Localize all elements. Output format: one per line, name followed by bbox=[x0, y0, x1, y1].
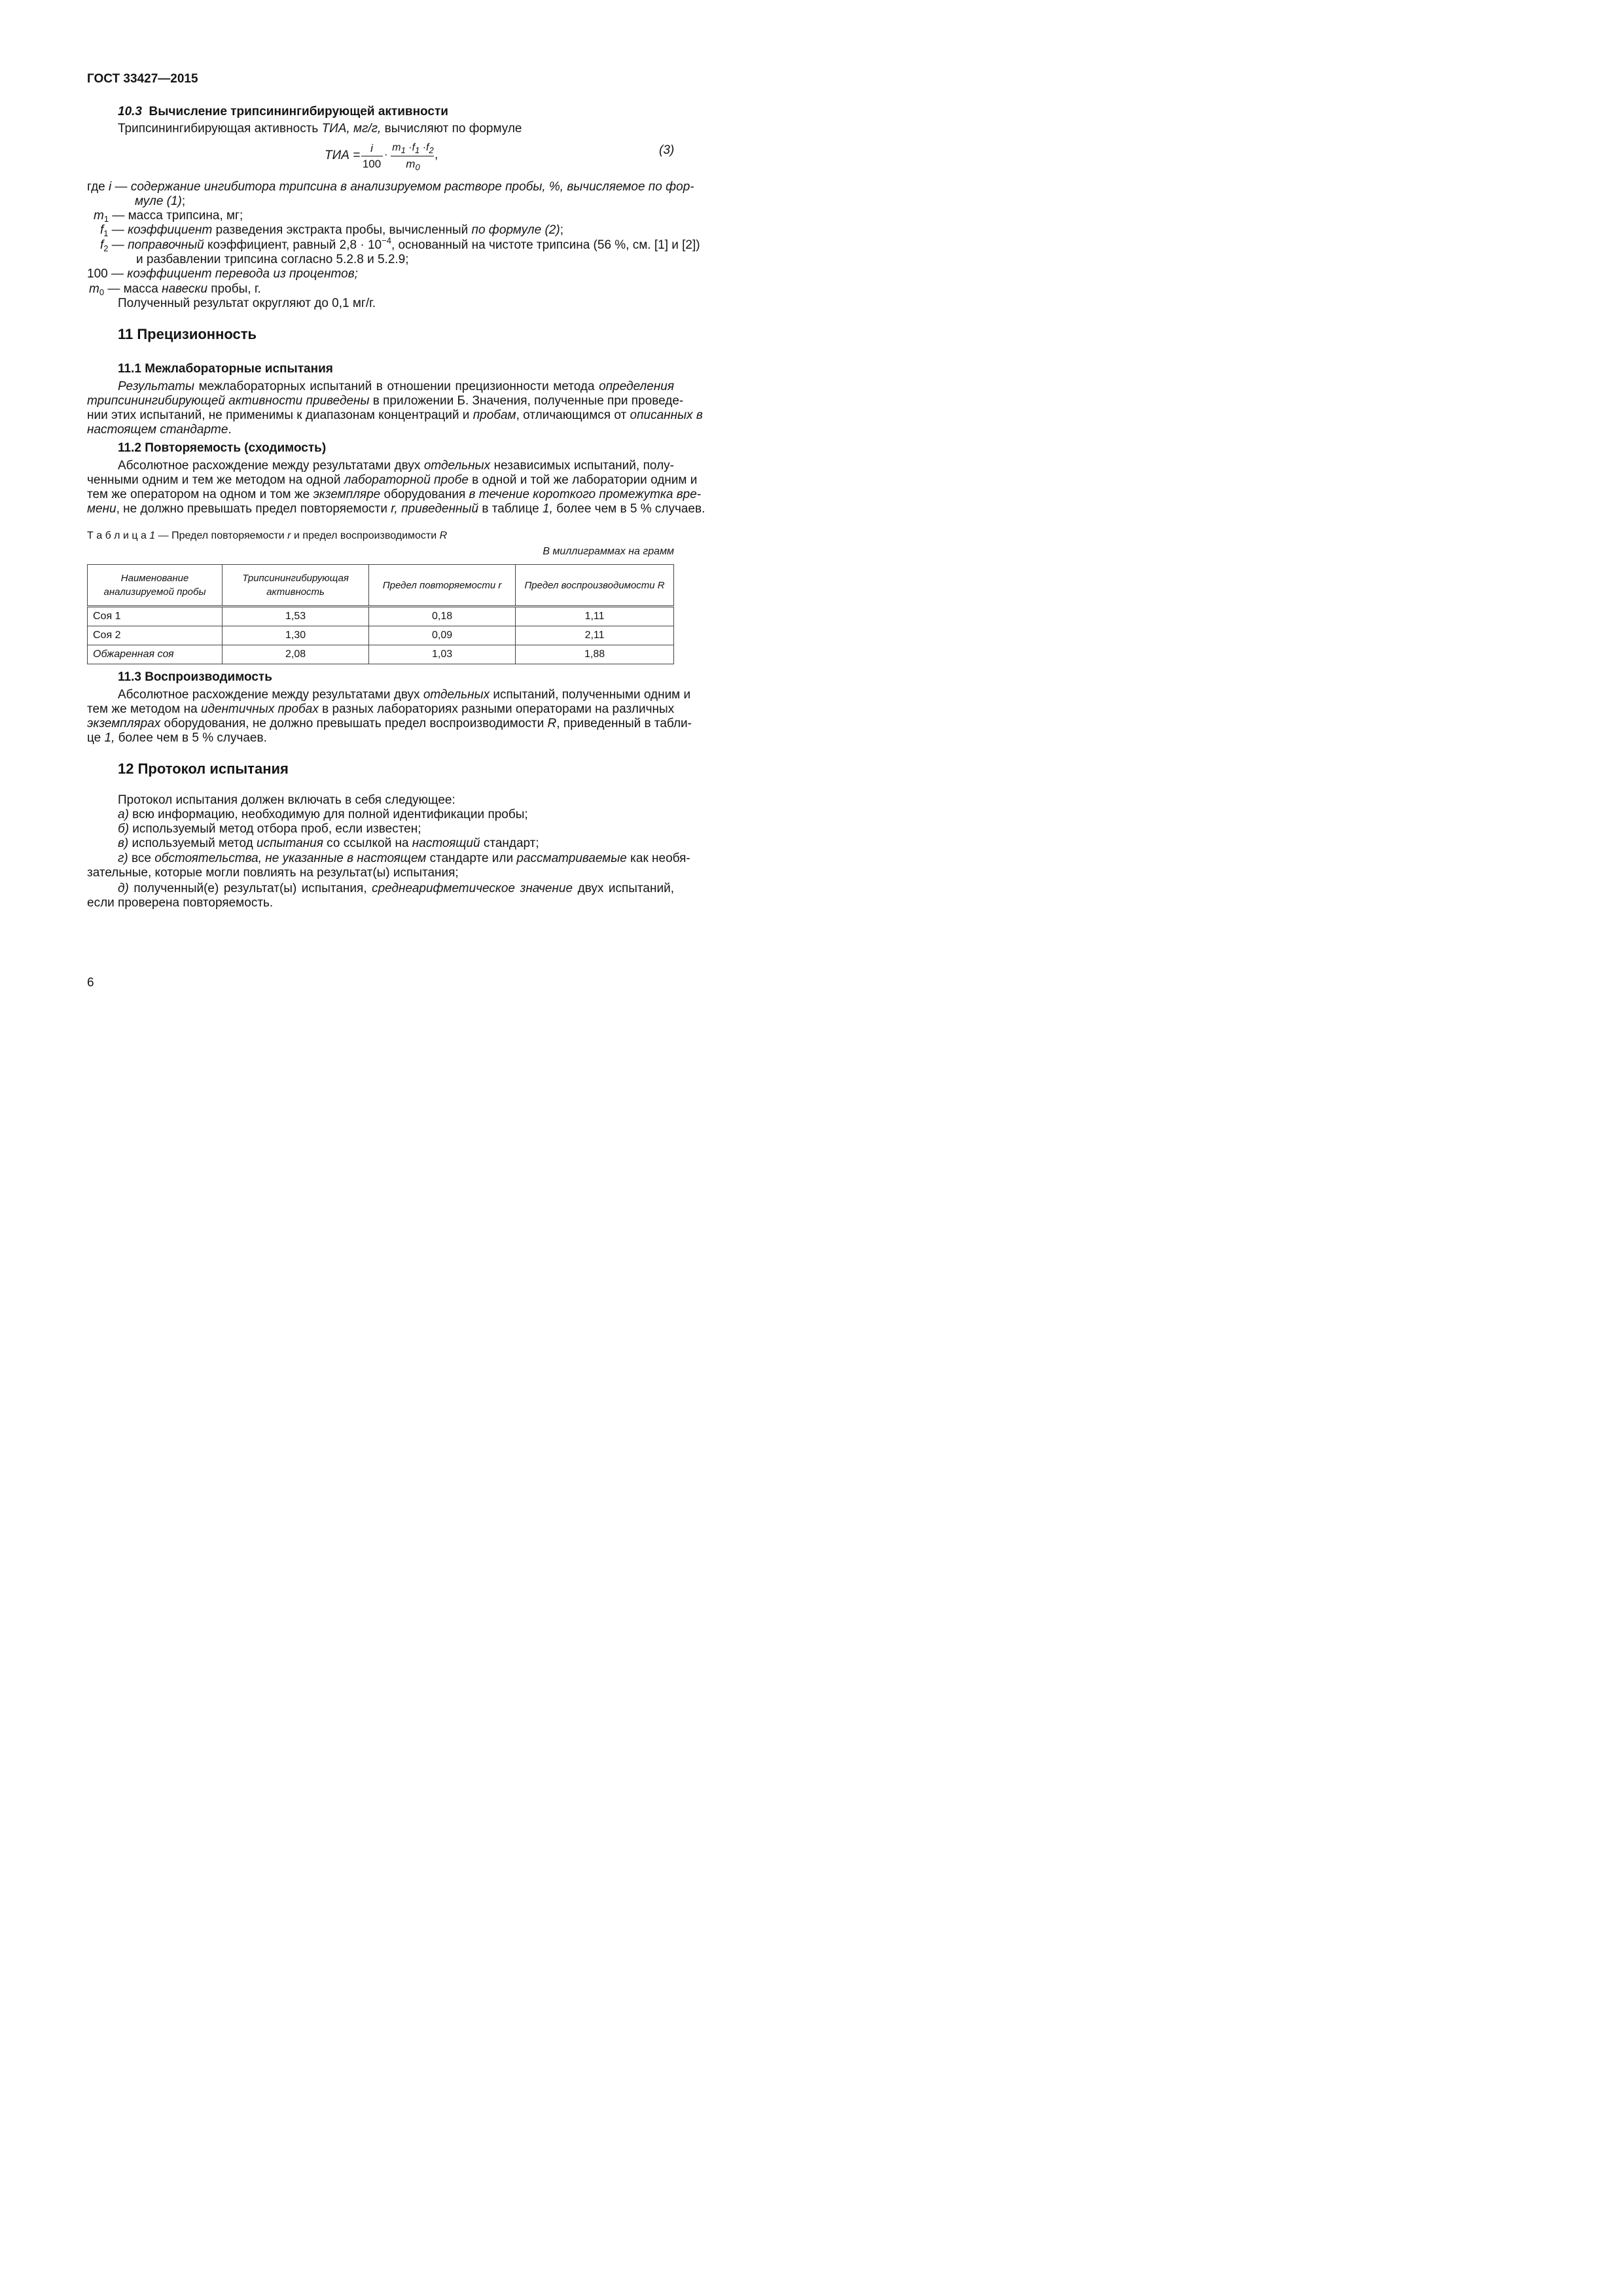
text: поправочный bbox=[128, 238, 204, 252]
text: тем же оператором на одном и том же bbox=[87, 488, 313, 501]
text: разведения экстракта пробы, вычисленный bbox=[212, 223, 472, 237]
text: муле (1) bbox=[135, 194, 182, 208]
subscript: 1 bbox=[103, 214, 109, 224]
text: 1, bbox=[104, 731, 115, 745]
p11-3-line2 bbox=[87, 702, 674, 717]
text: обстоятельства, не указанные в настоящем bbox=[154, 852, 427, 865]
text: тем же методом на bbox=[87, 702, 201, 716]
p11-1-line3 bbox=[87, 408, 703, 423]
symbol: f bbox=[100, 238, 104, 252]
superscript: −4 bbox=[382, 236, 391, 245]
table-header-cell: Наименование анализируемой пробы bbox=[88, 565, 223, 607]
text: R bbox=[547, 717, 557, 730]
subscript: 0 bbox=[99, 287, 105, 297]
text: испытаний, полученными одним и bbox=[490, 688, 691, 702]
subscript: 1 bbox=[415, 145, 420, 155]
list-marker: в) bbox=[118, 836, 129, 850]
text: це bbox=[87, 731, 105, 745]
text: пробам bbox=[473, 408, 516, 422]
text: лабораторной пробе bbox=[344, 473, 469, 487]
list-marker: д) bbox=[118, 882, 129, 895]
text: Абсолютное расхождение между результатами двух bbox=[118, 459, 424, 473]
document-header: ГОСТ 33427—2015 bbox=[87, 72, 198, 86]
where-100 bbox=[87, 267, 358, 281]
p11-1-line2 bbox=[87, 394, 684, 408]
formula-number: (3) bbox=[659, 143, 675, 157]
text: оборудования bbox=[380, 488, 469, 501]
text: пробы, г. bbox=[207, 282, 261, 296]
text: — bbox=[107, 267, 128, 281]
text: — масса bbox=[104, 282, 162, 296]
text: более чем в 5 % случаев. bbox=[115, 731, 267, 745]
text: содержание ингибитора трипсина в анализируемом растворе пробы, %, вычисляемое по фор- bbox=[130, 180, 694, 194]
text: рассматриваемые bbox=[516, 852, 627, 865]
formula-dot: · bbox=[384, 148, 388, 160]
text: стандарт; bbox=[480, 836, 539, 850]
text: Результаты bbox=[118, 380, 194, 393]
table-cell: Соя 1 bbox=[88, 607, 223, 626]
table-header-cell: Предел воспроизводимости R bbox=[516, 565, 674, 607]
text: определения bbox=[599, 380, 674, 393]
table-cell: Обжаренная соя bbox=[88, 645, 223, 664]
text: среднеарифметическое значение bbox=[372, 882, 573, 895]
formula-intro bbox=[118, 122, 522, 136]
list-item-g bbox=[118, 852, 690, 866]
text: отдельных bbox=[423, 459, 491, 473]
section-number: 10.3 bbox=[118, 105, 142, 118]
text: двух испытаний, bbox=[573, 882, 674, 895]
text: ; bbox=[181, 194, 186, 208]
text: R bbox=[439, 530, 448, 541]
text: идентичных пробах bbox=[200, 702, 319, 716]
where-i bbox=[87, 180, 694, 194]
precision-table bbox=[87, 564, 674, 664]
table-row bbox=[88, 607, 674, 626]
formula-frac2-den bbox=[390, 158, 436, 171]
text: испытания bbox=[257, 836, 323, 850]
table-cell: 1,53 bbox=[223, 607, 369, 626]
symbol: 100 bbox=[87, 267, 108, 281]
text: , приведенный в табли- bbox=[556, 717, 692, 730]
text: настоящий bbox=[412, 836, 480, 850]
symbol: ·f bbox=[419, 142, 429, 153]
list-marker: а) bbox=[118, 808, 129, 821]
section-11-title: 11 Прецизионность bbox=[118, 326, 257, 342]
table-header-cell: Трипсинингибирующая активность bbox=[223, 565, 369, 607]
text: коэффициент bbox=[128, 223, 213, 237]
formula-frac2-num bbox=[390, 142, 436, 154]
table-units: В миллиграммах на грамм bbox=[543, 546, 674, 557]
text: в разных лабораториях разными операторами на различных bbox=[318, 702, 675, 716]
p11-2-line2 bbox=[87, 473, 698, 488]
formula-frac1-den: 100 bbox=[362, 158, 382, 170]
section-10-3-title bbox=[118, 105, 448, 119]
subscript: 1 bbox=[103, 228, 109, 238]
text: как необя- bbox=[626, 852, 690, 865]
text: — bbox=[108, 223, 128, 237]
symbol: m bbox=[89, 282, 99, 296]
table-header-row bbox=[88, 565, 674, 607]
p11-3-line1 bbox=[118, 688, 691, 702]
where-f2 bbox=[100, 238, 700, 253]
text: стандарте или bbox=[426, 852, 517, 865]
text: , основанный на чистоте трипсина (56 %, см. [1] и [2]) bbox=[391, 238, 700, 252]
text: коэффициент перевода из процентов; bbox=[127, 267, 358, 281]
text: ; bbox=[560, 223, 563, 237]
table-cell: Соя 2 bbox=[88, 626, 223, 645]
text: мени bbox=[87, 502, 116, 516]
text: ТИА, мг/г, bbox=[321, 122, 382, 135]
subscript: 2 bbox=[103, 243, 109, 253]
text: ченными одним и тем же методом на одной bbox=[87, 473, 344, 487]
text: используемый метод bbox=[128, 836, 257, 850]
text: всю информацию, необходимую для полной идентификации пробы; bbox=[128, 808, 528, 821]
text: в таблице bbox=[478, 502, 543, 516]
list-marker: б) bbox=[118, 822, 130, 836]
text: Трипсинингибирующая активность bbox=[118, 122, 322, 135]
text: все bbox=[128, 852, 155, 865]
text: используемый метод отбора проб, если известен; bbox=[129, 822, 421, 836]
text: 1 bbox=[149, 530, 156, 541]
table-row bbox=[88, 626, 674, 645]
p11-2-line3 bbox=[87, 488, 702, 502]
text: описанных в bbox=[630, 408, 703, 422]
formula-frac1-num: i bbox=[370, 142, 373, 154]
text: и предел воспроизводимости bbox=[291, 530, 440, 541]
text: полученный(е) результат(ы) испытания, bbox=[128, 882, 372, 895]
symbol: f bbox=[100, 223, 104, 237]
text: 1, bbox=[543, 502, 553, 516]
table-cell: 2,11 bbox=[516, 626, 674, 645]
symbol: m bbox=[392, 142, 401, 153]
table-cell: 0,18 bbox=[369, 607, 516, 626]
text: — bbox=[111, 180, 131, 194]
list-item-d-cont: если проверена повторяемость. bbox=[87, 896, 274, 910]
table-caption bbox=[87, 530, 447, 542]
list-item-g-cont: зательные, которые могли повлиять на результат(ы) испытания; bbox=[87, 866, 459, 880]
list-marker: г) bbox=[118, 852, 128, 865]
section-11-3-title: 11.3 Воспроизводимость bbox=[118, 670, 272, 684]
where-f1 bbox=[100, 223, 563, 238]
where-m0 bbox=[89, 282, 261, 296]
p11-2-line4 bbox=[87, 502, 705, 516]
subscript: 2 bbox=[429, 145, 434, 155]
text: , не должно превышать предел повторяемости bbox=[116, 502, 391, 516]
p11-1-line4 bbox=[87, 423, 232, 437]
p11-3-line3 bbox=[87, 717, 692, 731]
p11-3-line4 bbox=[87, 731, 267, 745]
text: по формуле (2) bbox=[471, 223, 560, 237]
table-cell: 1,03 bbox=[369, 645, 516, 664]
text: — масса трипсина, мг; bbox=[109, 209, 243, 223]
table-cell: 2,08 bbox=[223, 645, 369, 664]
symbol: i bbox=[109, 180, 112, 194]
text: вычисляют по формуле bbox=[381, 122, 522, 135]
list-item-d bbox=[118, 882, 674, 896]
where-i-cont bbox=[135, 194, 185, 209]
formula-lhs: ТИА = bbox=[325, 149, 361, 162]
table-cell: 1,30 bbox=[223, 626, 369, 645]
text: Абсолютное расхождение между результатами двух bbox=[118, 688, 423, 702]
text: в приложении Б. Значения, полученные при проведе- bbox=[369, 394, 684, 408]
p11-2-line1 bbox=[118, 459, 674, 473]
text: в одной и той же лаборатории одним и bbox=[468, 473, 698, 487]
text: трипсинингибирующей активности приведены bbox=[87, 394, 370, 408]
page-number: 6 bbox=[87, 976, 94, 990]
rounding-note: Полученный результат округляют до 0,1 мг/г. bbox=[118, 296, 376, 310]
symbol: m bbox=[406, 158, 416, 170]
text: нии этих испытаний, не применимы к диапазонам концентраций и bbox=[87, 408, 473, 422]
symbol: ·f bbox=[405, 142, 416, 153]
text: отдельных bbox=[423, 688, 490, 702]
text: r, приведенный bbox=[391, 502, 479, 516]
text: независимых испытаний, полу- bbox=[490, 459, 674, 473]
text: экземплярах bbox=[87, 717, 161, 730]
list-item-a bbox=[118, 808, 528, 822]
subscript: 1 bbox=[401, 145, 406, 155]
text: настоящем стандарте bbox=[87, 423, 228, 437]
p12-intro: Протокол испытания должен включать в себя следующее: bbox=[118, 793, 455, 807]
text: r bbox=[287, 530, 291, 541]
text: где bbox=[87, 180, 109, 194]
text: — bbox=[108, 238, 128, 252]
text: Т а б л и ц а bbox=[87, 530, 150, 541]
symbol: m bbox=[94, 209, 104, 223]
table-cell: 1,88 bbox=[516, 645, 674, 664]
p11-1-line1 bbox=[87, 380, 674, 394]
list-item-b bbox=[118, 822, 421, 836]
text: экземпляре bbox=[313, 488, 381, 501]
subscript: 0 bbox=[415, 162, 420, 172]
table-cell: 0,09 bbox=[369, 626, 516, 645]
table-cell: 1,11 bbox=[516, 607, 674, 626]
section-11-2-title: 11.2 Повторяемость (сходимость) bbox=[118, 441, 327, 455]
list-item-v bbox=[118, 836, 539, 851]
text: . bbox=[228, 423, 232, 437]
text: , отличающимся от bbox=[516, 408, 630, 422]
text: со ссылкой на bbox=[323, 836, 412, 850]
where-f2-cont: и разбавлении трипсина согласно 5.2.8 и 5.2.9; bbox=[136, 253, 409, 266]
where-m1 bbox=[94, 209, 243, 223]
text: межлабораторных испытаний в отношении прецизионности метода bbox=[194, 380, 599, 393]
section-title-text: Вычисление трипсинингибирующей активности bbox=[149, 105, 448, 118]
table-row bbox=[88, 645, 674, 664]
text: оборудования, не должно превышать предел воспроизводимости bbox=[160, 717, 548, 730]
table-header-cell: Предел повторяемости r bbox=[369, 565, 516, 607]
formula-comma: , bbox=[435, 148, 438, 162]
section-12-title: 12 Протокол испытания bbox=[118, 761, 289, 777]
text: в течение короткого промежутка вре- bbox=[469, 488, 702, 501]
text: более чем в 5 % случаев. bbox=[552, 502, 705, 516]
text: коэффициент, равный 2,8 · 10 bbox=[204, 238, 382, 252]
section-11-1-title: 11.1 Межлабораторные испытания bbox=[118, 362, 333, 376]
text: — Предел повторяемости bbox=[155, 530, 288, 541]
text: навески bbox=[162, 282, 208, 296]
